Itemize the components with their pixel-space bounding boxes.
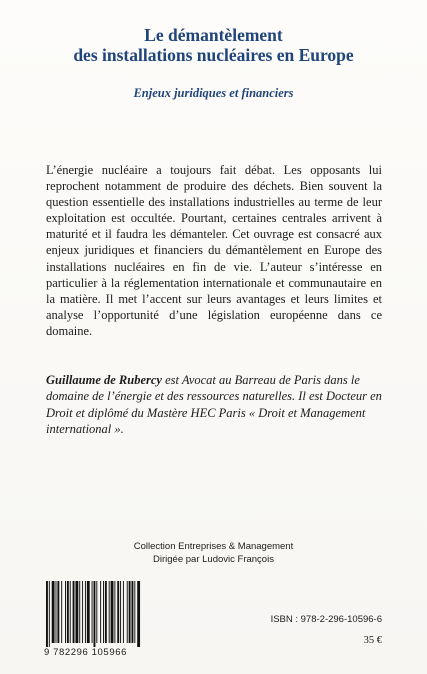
barcode-bar — [111, 581, 114, 643]
barcode-bar — [96, 581, 97, 643]
author-paragraph — [46, 372, 382, 437]
barcode-bar — [117, 581, 119, 643]
barcode-bar — [123, 581, 124, 643]
barcode-bar — [92, 581, 93, 643]
barcode-bar — [85, 581, 86, 643]
author-name: Guillaume de Rubercy — [46, 373, 162, 387]
book-subtitle: Enjeux juridiques et financiers — [133, 86, 294, 100]
barcode-bar — [57, 581, 59, 643]
barcode-bar — [103, 581, 104, 643]
barcode-bar — [67, 581, 69, 643]
barcode-bar — [61, 581, 62, 643]
barcode-bar — [132, 581, 134, 643]
collection-name: Collection Entreprises & Management — [133, 541, 294, 552]
barcode-bar — [79, 581, 80, 643]
barcode-bar — [105, 581, 107, 643]
barcode-bar — [120, 581, 121, 643]
barcode-bar — [109, 581, 110, 643]
barcode-bar — [127, 581, 128, 643]
barcode-bar — [129, 581, 131, 643]
title-line-2: des installations nucléaires en Europe — [73, 45, 354, 65]
barcode-bar — [134, 581, 135, 643]
barcode-bar — [70, 581, 71, 643]
barcode-bar — [100, 581, 101, 643]
summary-paragraph: L’énergie nucléaire a toujours fait débat. Les opposants lui reprochent notamment de produire des déchets. Bien souvent la question essentielle des installations industrielles au terme de leur exploitation est occultée. Pourtant, certaines centrales arrivent à maturité et il faudra les démanteler. Cet ouvrage est consacré aux enjeux juridiques et financiers du démantèlement en Europe des installations nucléaires en fin de vie. L’auteur s’intéresse en particulier à la réglementation internationale et communautaire en la matière. Il met l’accent sur leurs avantages et leurs limites et analyse l’opportunité d’une législation européenne dans ce domaine. — [46, 163, 382, 338]
barcode-bar — [52, 581, 55, 643]
price: 35 € — [363, 635, 382, 646]
barcode-bar — [87, 581, 90, 643]
barcode-bar — [65, 581, 66, 643]
barcode-bar — [75, 581, 78, 643]
collection-info — [0, 540, 427, 566]
barcode-bar — [46, 581, 48, 647]
isbn: ISBN : 978-2-296-10596-6 — [270, 614, 382, 625]
barcode-bar — [94, 581, 96, 647]
collection-editor: Dirigée par Ludovic François — [153, 554, 274, 565]
title-line-1: Le démantèlement — [144, 25, 283, 45]
barcode-digits: 9 782296 105966 — [44, 647, 127, 658]
barcode-bar — [56, 581, 57, 643]
barcode-bar — [137, 581, 140, 647]
barcode-icon — [44, 581, 166, 647]
book-title — [0, 25, 427, 65]
barcode-bar — [49, 581, 50, 647]
barcode-bar — [73, 581, 75, 643]
barcode-bar — [82, 581, 83, 643]
barcode-bar — [114, 581, 115, 643]
author-bio: est Avocat au Barreau de Paris dans le domaine de l’énergie et des ressources naturelles. Il est Docteur en Droit et diplômé du Mastère HEC Paris « Droit et Management international ». — [46, 373, 382, 436]
